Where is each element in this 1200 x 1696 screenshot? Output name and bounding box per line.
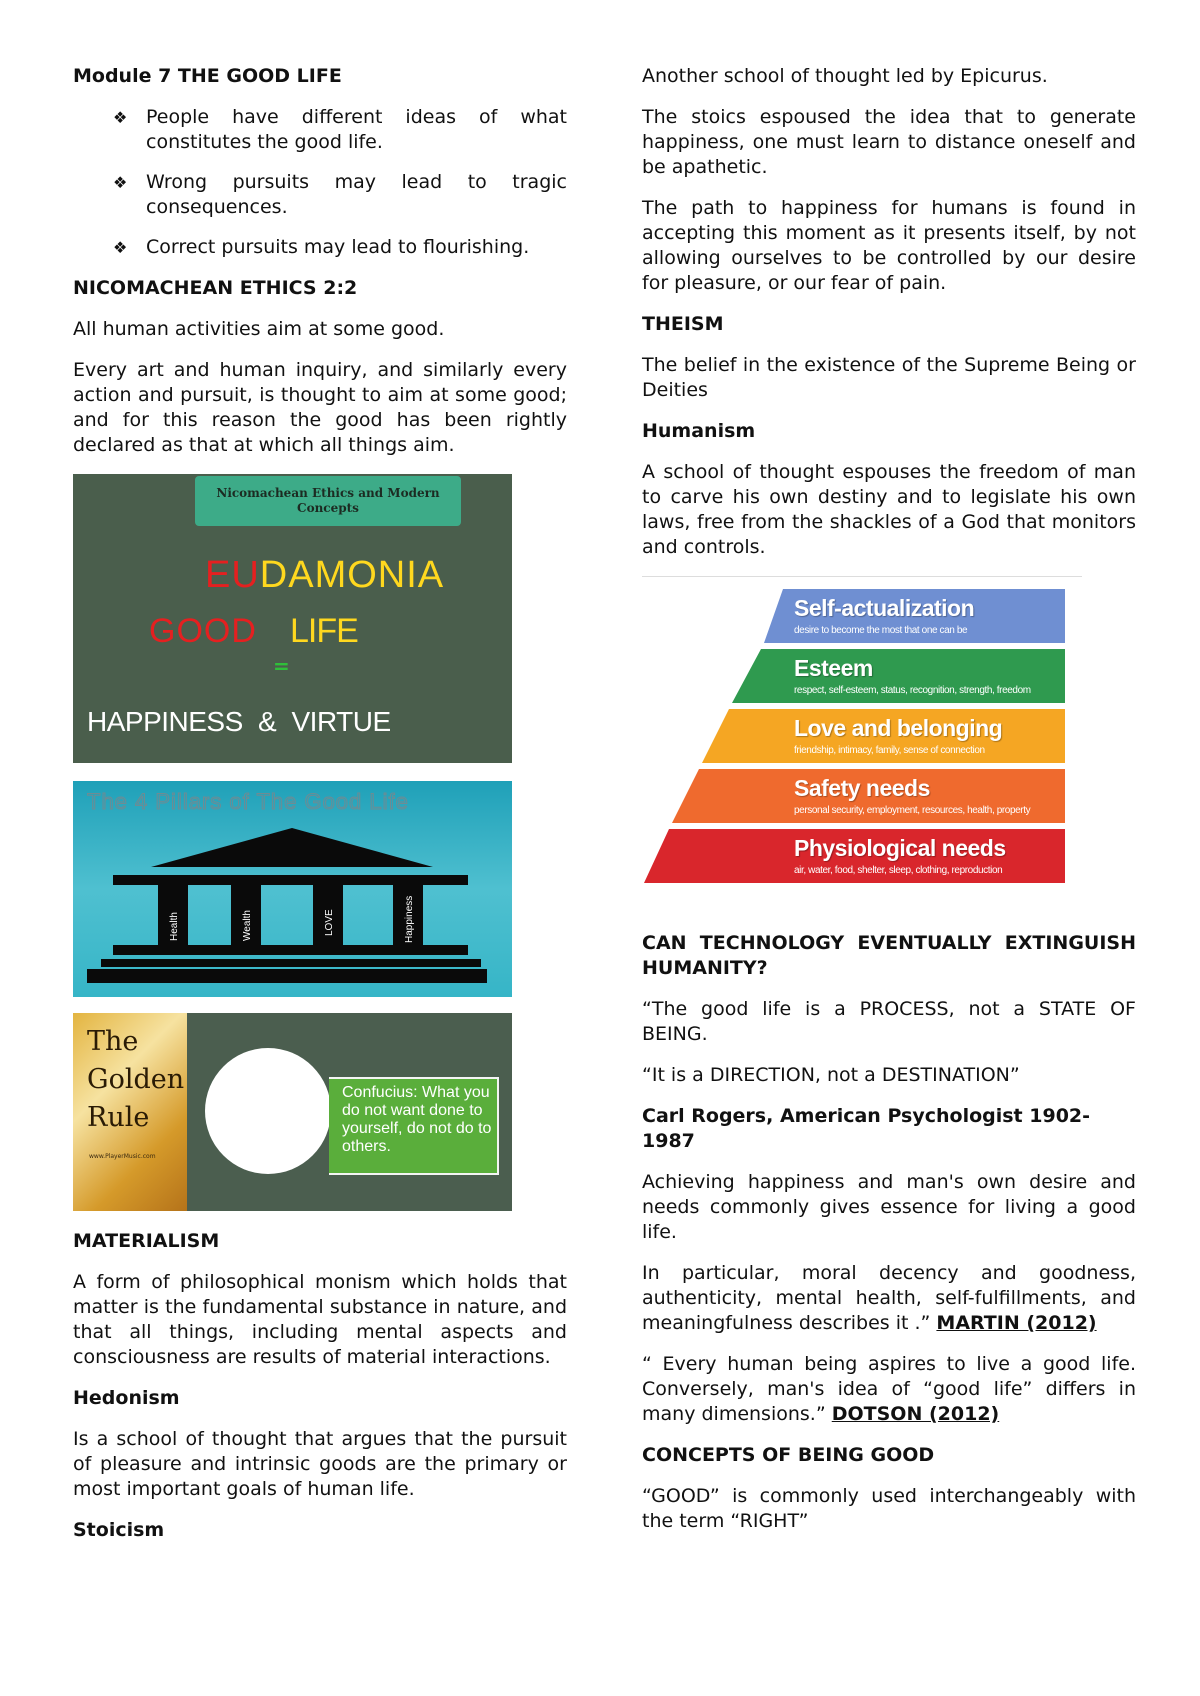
good-word: GOOD bbox=[149, 612, 257, 650]
particular-text: In particular, moral decency and goodness, authenticity, mental health, self-fulfillments, and meaningfulness describes it .” MARTIN (2012) bbox=[642, 1262, 1136, 1334]
list-item: ❖ People have different ideas of what constitutes the good life. bbox=[113, 106, 567, 153]
diamond-bullet-icon: ❖ bbox=[113, 108, 128, 127]
dotson-citation: DOTSON (2012) bbox=[831, 1403, 1000, 1425]
intro-bullets bbox=[73, 105, 567, 260]
humanism-heading: Humanism bbox=[642, 420, 756, 442]
hedonism-text: Is a school of thought that argues that the pursuit of pleasure and intrinsic goods are the primary or most important goals of human life. bbox=[73, 1428, 567, 1500]
nicomachean-heading: NICOMACHEAN ETHICS 2:2 bbox=[73, 277, 358, 299]
pillar-label-love: LOVE bbox=[324, 909, 335, 936]
pillars-title: The 4 Pillars of The Good Life bbox=[87, 789, 409, 814]
golden-rule-image bbox=[73, 1013, 512, 1211]
list-item: ❖ Wrong pursuits may lead to tragic consequences. bbox=[113, 171, 567, 218]
every-human-text: “ Every human being aspires to live a good life. Conversely, man's idea of “good life” differs in many dimensions.” DOTSON (2012) bbox=[642, 1353, 1136, 1425]
list-item: ❖ Correct pursuits may lead to flourishing. bbox=[113, 236, 530, 258]
humanism-text: A school of thought espouses the freedom of man to carve his own destiny and to legislate his own laws, free from the shackles of a God that monitors and controls. bbox=[642, 461, 1136, 558]
pyramid-label-physiological: Physiological needs air, water, food, shelter, sleep, clothing, reproduction bbox=[794, 835, 1006, 876]
pillar-label-health: Health bbox=[169, 912, 180, 941]
quote-direction: “It is a DIRECTION, not a DESTINATION” bbox=[642, 1064, 1020, 1086]
maslow-pyramid bbox=[642, 576, 1082, 907]
martin-citation: MARTIN (2012) bbox=[936, 1312, 1097, 1334]
right-column bbox=[642, 64, 1136, 1550]
pyramid-label-self-actualization: Self-actualization desire to become the most that one can be bbox=[794, 595, 975, 636]
epicurus-text: Another school of thought led by Epicurus. bbox=[642, 65, 1048, 87]
golden-rule-book bbox=[73, 1013, 187, 1211]
diamond-bullet-icon: ❖ bbox=[113, 173, 128, 192]
life-word: LIFE bbox=[290, 612, 358, 650]
quote-process: “The good life is a PROCESS, not a STATE OF BEING. bbox=[642, 998, 1136, 1045]
materialism-heading: MATERIALISM bbox=[73, 1230, 220, 1252]
good-right-text: “GOOD” is commonly used interchangeably with the term “RIGHT” bbox=[642, 1485, 1136, 1532]
white-circle bbox=[205, 1048, 331, 1174]
diamond-bullet-icon: ❖ bbox=[113, 238, 128, 257]
module-title: Module 7 THE GOOD LIFE bbox=[73, 65, 342, 87]
nicomachean-paragraph-2: Every art and human inquiry, and similarly every action and pursuit, is thought to aim at some good; and for this reason the good has been rightly declared as that at which all things aim. bbox=[73, 359, 567, 456]
pillar-label-happiness: Happiness bbox=[404, 895, 415, 943]
book-title: The Golden Rule bbox=[87, 1026, 185, 1133]
pyramid-label-esteem: Esteem respect, self-esteem, status, recognition, strength, freedom bbox=[794, 655, 1031, 696]
pyramid-label-safety: Safety needs personal security, employment, resources, health, property bbox=[794, 775, 1031, 816]
happiness-virtue-text: HAPPINESS & VIRTUE bbox=[87, 706, 391, 737]
stoicism-heading: Stoicism bbox=[73, 1519, 165, 1541]
nicomachean-paragraph-1: All human activities aim at some good. bbox=[73, 318, 445, 340]
confucius-quote: Confucius: What you do not want done to yourself, do not do to others. bbox=[329, 1077, 499, 1175]
pillars-image bbox=[73, 781, 512, 997]
equals-sign: = bbox=[273, 654, 290, 678]
concepts-heading: CONCEPTS OF BEING GOOD bbox=[642, 1444, 935, 1466]
materialism-text: A form of philosophical monism which holds that matter is the fundamental substance in nature, and that all things, including mental aspects and consciousness are results of material interactions. bbox=[73, 1271, 567, 1368]
stoics-text: The stoics espoused the idea that to generate happiness, one must learn to distance oneself and be apathetic. bbox=[642, 106, 1136, 178]
achieving-text: Achieving happiness and man's own desire and needs commonly gives essence for living a good life. bbox=[642, 1171, 1136, 1243]
theism-heading: THEISM bbox=[642, 313, 724, 335]
eudamonia-word: EUDAMONIA bbox=[205, 554, 445, 596]
eudamonia-banner: Nicomachean Ethics and Modern Concepts bbox=[195, 476, 461, 526]
carl-rogers-heading: Carl Rogers, American Psychologist 1902-1987 bbox=[642, 1105, 1091, 1152]
book-url: www.PlayerMusic.com bbox=[89, 1153, 156, 1160]
hedonism-heading: Hedonism bbox=[73, 1387, 180, 1409]
pyramid-label-love: Love and belonging friendship, intimacy, family, sense of connection bbox=[794, 715, 1003, 756]
eudamonia-image bbox=[73, 474, 512, 763]
pillar-label-wealth: Wealth bbox=[242, 910, 253, 941]
temple-icon bbox=[73, 781, 512, 997]
technology-heading: CAN TECHNOLOGY EVENTUALLY EXTINGUISH HUMANITY? bbox=[642, 932, 1136, 979]
path-text: The path to happiness for humans is found in accepting this moment as it presents itself, by not allowing ourselves to be controlled by our desire for pleasure, or our fear of pain. bbox=[642, 197, 1136, 294]
theism-text: The belief in the existence of the Supreme Being or Deities bbox=[642, 354, 1136, 401]
left-column bbox=[73, 64, 567, 1559]
